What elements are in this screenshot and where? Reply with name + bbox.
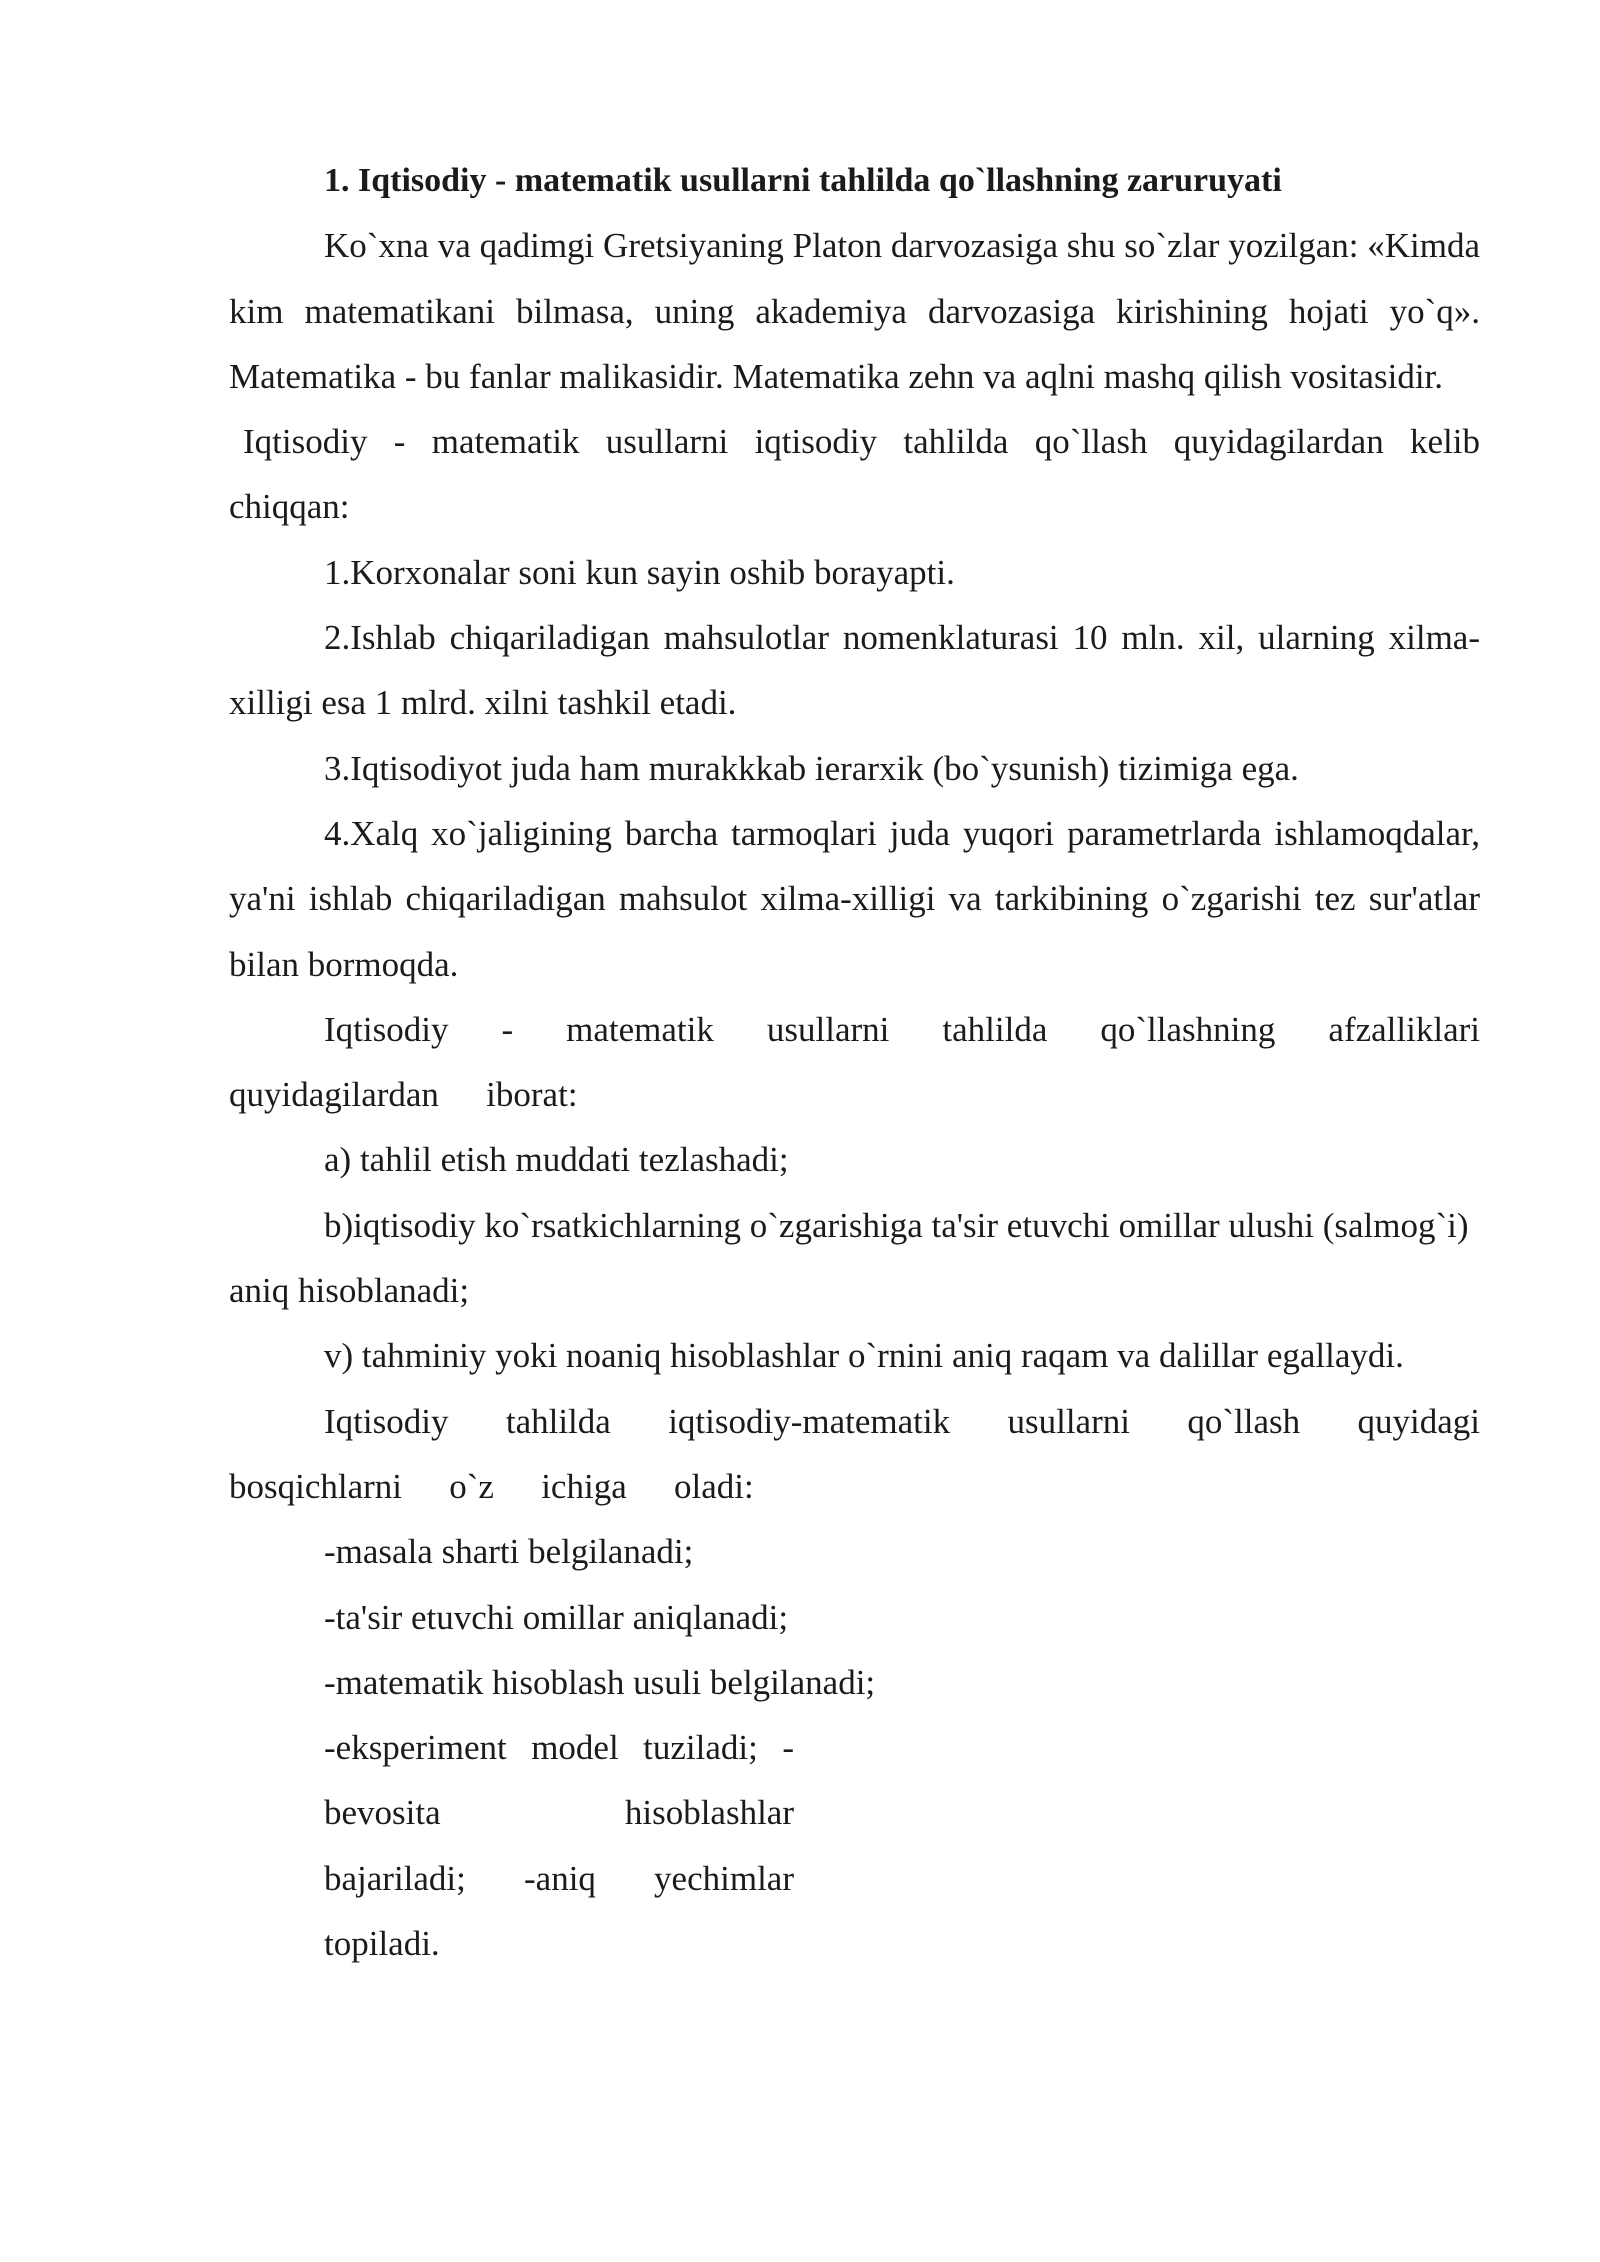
paragraph-origins-intro: Iqtisodiy - matematik usullarni iqtisodiy tahlilda qo`llash quyidagilardan kelib chiqqan: — [229, 422, 1480, 527]
advantage-item-b: b)iqtisodiy ko`rsatkichlarning o`zgarishiga ta'sir etuvchi omillar ulushi (salmog`i) aniq hisoblanadi; — [229, 1205, 1469, 1311]
stage-items-final-block — [324, 1715, 794, 1976]
list-item-3: 3.Iqtisodiyot juda ham murakkkab ierarxik (bo`ysunish) tizimiga ega. — [324, 748, 1299, 788]
paragraph-platon-quote: Ko`xna va qadimgi Gretsiyaning Platon darvozasiga shu so`zlar yozilgan: «Kimda kim matematikani bilmasa, uning akademiya darvozasiga kirishining hojati yo`q». Matematika - bu fanlar malikasidir. Matematika zehn va aqlni mashq qilish vositasidir. — [229, 226, 1480, 396]
list-item-2: 2.Ishlab chiqariladigan mahsulotlar nomenklaturasi 10 mln. xil, ularning xilma-xilligi esa 1 mlrd. xilni tashkil etadi. — [229, 618, 1480, 723]
stage-item-factors: -ta'sir etuvchi omillar aniqlanadi; — [324, 1597, 789, 1637]
advantage-item-a: a) tahlil etish muddati tezlashadi; — [324, 1140, 789, 1180]
list-item-4: 4.Xalq xo`jaligining barcha tarmoqlari juda yuqori parametrlarda ishlamoqdalar, ya'ni ishlab chiqariladigan mahsulot xilma-xilligi va tarkibining o`zgarishi tez sur'atlar bilan bormoqda. — [229, 813, 1480, 984]
advantage-item-v: v) tahminiy yoki noaniq hisoblashlar o`rnini aniq raqam va dalillar egallaydi. — [324, 1336, 1404, 1376]
stage-item-condition: -masala sharti belgilanadi; — [324, 1532, 694, 1572]
paragraph-stages-intro: Iqtisodiy tahlilda iqtisodiy-matematik usullarni qo`llash quyidagi bosqichlarni o`z ichiga oladi: — [229, 1401, 1480, 1506]
section-heading: 1. Iqtisodiy - matematik usullarni tahlilda qo`llashning zaruruyati — [324, 162, 1282, 199]
stage-line-solutions: bajariladi; -aniq yechimlar — [324, 1858, 794, 1898]
stage-item-method: -matematik hisoblash usuli belgilanadi; — [324, 1662, 876, 1702]
document-body — [229, 148, 1480, 1976]
list-item-1: 1.Korxonalar soni kun sayin oshib borayapti. — [324, 552, 955, 592]
stage-line-found: topiladi. — [324, 1924, 440, 1964]
stage-line-calculations: bevosita hisoblashlar — [324, 1793, 794, 1833]
stage-line-model: -eksperiment model tuziladi; - — [324, 1728, 794, 1768]
paragraph-advantages-intro: Iqtisodiy - matematik usullarni tahlilda qo`llashning afzalliklari quyidagilardan iborat: — [229, 1009, 1480, 1115]
